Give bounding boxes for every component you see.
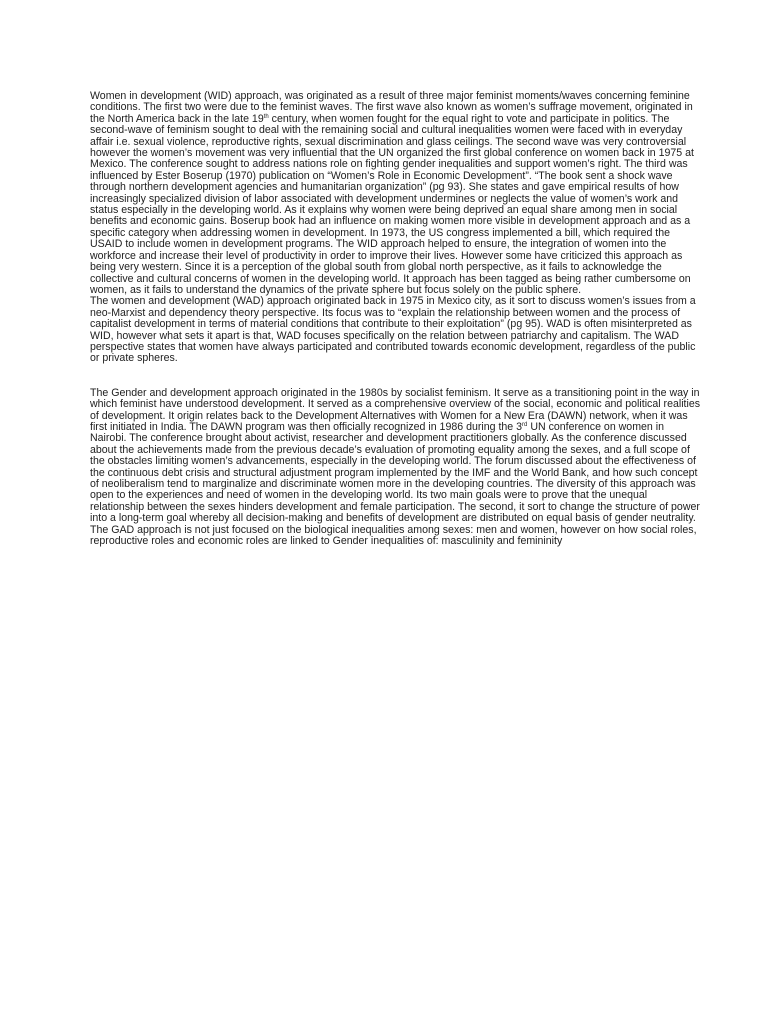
paragraph-wid [90, 91, 702, 296]
ordinal-suffix: th [263, 113, 269, 120]
document-page [90, 91, 702, 547]
paragraph-gad-text-end: UN conference on women in Nairobi. The conference brought about activist, researcher and development practitioners globally. As the conference discussed about the achievements made from the previous decade’s evaluation of promoting equality among the sexes, and a full scope of the obstacles limiting women’s advancements, especially in the developing world. The forum discussed about the effectiveness of the continuous debt crisis and structural adjustment program implemented by the IMF and the World Bank, and how such concept of neoliberalism tend to marginalize and discriminate women more in the developing countries. The diversity of this approach was open to the experiences and need of women in the developing world. Its two main goals were to prove that the unequal relationship between the sexes hinders development and female participation. The second, it sort to change the structure of power into a long-term goal whereby all decision-making and benefits of development are distributed on equal basis of gender neutrality. The GAD approach is not just focused on the biological inequalities among sexes: men and women, however on how social roles, reproductive roles and economic roles are linked to Gender inequalities of: masculinity and femininity [90, 420, 700, 548]
ordinal-suffix: rd [522, 421, 528, 428]
paragraph-wid-text-end: century, when women fought for the equal right to vote and participate in politics. The second-wave of feminism sought to deal with the remaining social and cultural inequalities women were faced with in everyday affair i.e. sexual violence, reproductive rights, sexual discrimination and glass ceilings. The second wave was very controversial however the women’s movement was very influential that the UN organized the first global conference on women back in 1975 at Mexico. The conference sought to address nations role on fighting gender inequalities and support women’s right. The third was influenced by Ester Boserup (1970) publication on “Women’s Role in Economic Development”. “The book sent a shock wave through northern development agencies and humanitarian organization” (pg 93). She states and gave empirical results of how increasingly specialized division of labor associated with development undermines or neglects the value of women’s work and status especially in the developing world. As it explains why women were being deprived an equal share among men in social benefits and economic gains. Boserup book had an influence on making women more visible in development approach and as a specific category when addressing women in development. In 1973, the US congress implemented a bill, which required the USAID to include women in development programs. The WID approach helped to ensure, the integration of women into the workforce and increase their level of productivity in order to improve their lives. However some have criticized this approach as being very western. Since it is a perception of the global south from global north perspective, as it fails to acknowledge the collective and cultural concerns of women in the developing world. It approach has been tagged as being rather cumbersome on women, as it fails to understand the dynamics of the private sphere but focus solely on the public sphere. [90, 112, 694, 296]
paragraph-spacer [90, 365, 702, 388]
paragraph-wad: The women and development (WAD) approach originated back in 1975 in Mexico city, as it sort to discuss women’s issues from a neo-Marxist and dependency theory perspective. Its focus was to “explain the relationship between women and the process of capitalist development in terms of material conditions that contribute to their exploitation” (pg 95). WAD is often misinterpreted as WID, however what sets it apart is that, WAD focuses specifically on the relation between patriarchy and capitalism. The WAD perspective states that women have always participated and contributed towards economic development, regardless of the public or private spheres. [90, 295, 696, 365]
paragraph-wid-text-start: Women in development (WID) approach, was originated as a result of three major feminist moments/waves concerning feminine conditions. The first two were due to the feminist waves. The first wave also known as women’s suffrage movement, originated in the North America back in the late 19 [90, 90, 693, 125]
paragraph-gad [90, 388, 702, 548]
paragraph-gad-text-start: The Gender and development approach originated in the 1980s by socialist feminism. It serve as a transitioning point in the way in which feminist have understood development. It served as a comprehensive overview of the social, economic and political realities of development. It origin relates back to the Development Alternatives with Women for a New Era (DAWN) network, when it was first initiated in India. The DAWN program was then officially recognized in 1986 during the 3 [90, 386, 701, 433]
